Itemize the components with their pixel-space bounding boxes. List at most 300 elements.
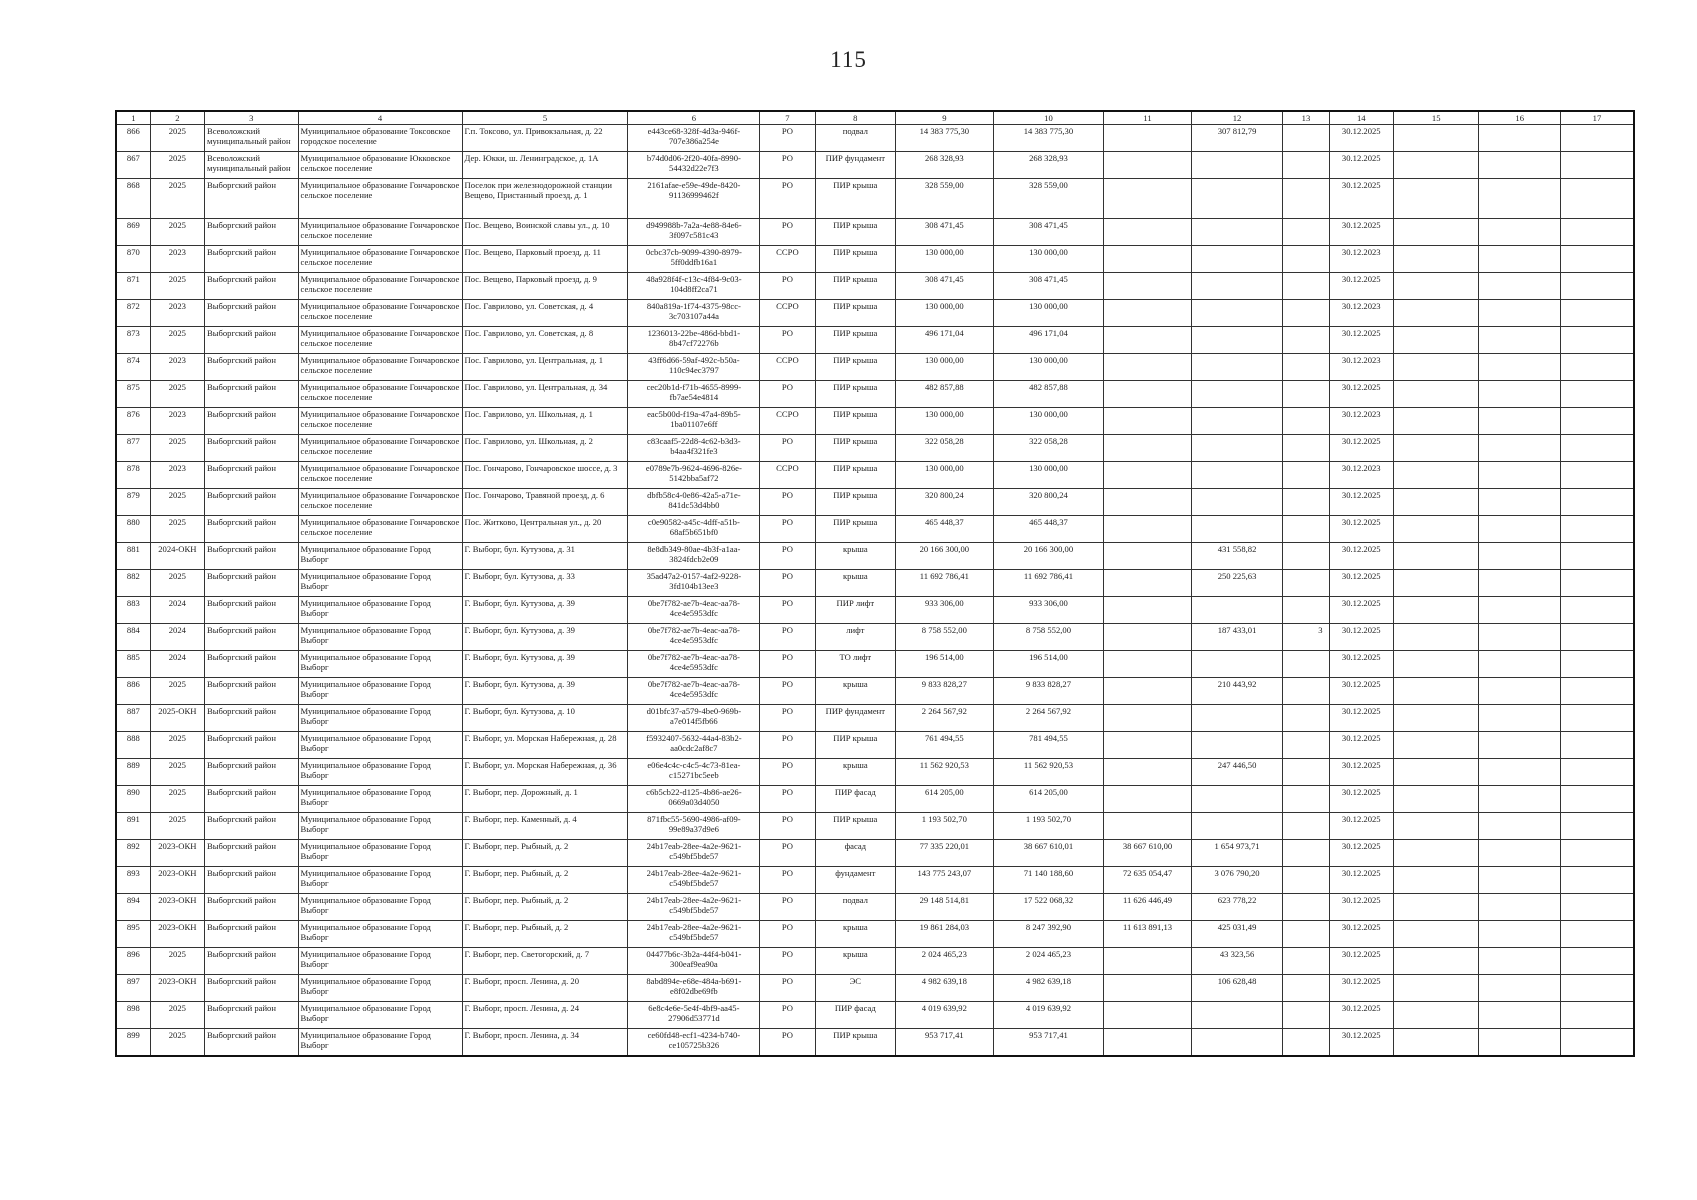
table-cell-col-2: 2023-ОКН [150,867,204,894]
table-row [116,867,1634,894]
table-cell-col-13 [1283,759,1329,786]
table-cell-col-3: Выборгский район [205,624,299,651]
table-cell-col-8: ПИР крыша [815,1029,895,1056]
table-cell-col-16 [1479,840,1560,867]
table-cell-col-8: ПИР фасад [815,786,895,813]
table-cell-col-5: Г. Выборг, ул. Морская Набережная, д. 28 [462,732,628,759]
table-row [116,179,1634,219]
table-cell-col-4: Муниципальное образование Город Выборг [298,732,462,759]
table-cell-col-4: Муниципальное образование Гончаровское сельское поселение [298,489,462,516]
table-cell-col-12 [1191,489,1283,516]
table-cell-col-3: Выборгский район [205,1002,299,1029]
table-cell-col-10: 9 833 828,27 [993,678,1104,705]
table-cell-col-1: 885 [116,651,150,678]
table-cell-col-6: 04477b6c-3b2a-44f4-b041-300eaf9ea90a [628,948,760,975]
table-cell-col-11 [1104,948,1192,975]
table-cell-col-16 [1479,327,1560,354]
table-cell-col-2: 2025 [150,1029,204,1056]
column-header-3: 3 [205,111,299,125]
table-cell-col-8: ПИР крыша [815,219,895,246]
table-cell-col-10: 130 000,00 [993,408,1104,435]
table-cell-col-17 [1560,381,1634,408]
table-cell-col-8: ПИР крыша [815,179,895,219]
table-cell-col-5: Поселок при железнодорожной станции Вещево, Пристанный проезд, д. 1 [462,179,628,219]
table-row [116,152,1634,179]
table-row [116,516,1634,543]
table-cell-col-3: Выборгский район [205,246,299,273]
table-cell-col-12 [1191,273,1283,300]
table-cell-col-2: 2024 [150,624,204,651]
table-cell-col-4: Муниципальное образование Город Выборг [298,651,462,678]
table-cell-col-15 [1393,921,1479,948]
table-cell-col-6: 871fbc55-5690-4986-af09-99e89a37d9e6 [628,813,760,840]
table-cell-col-13 [1283,219,1329,246]
table-cell-col-7: РО [760,732,815,759]
table-cell-col-13 [1283,705,1329,732]
table-cell-col-9: 2 024 465,23 [896,948,994,975]
table-cell-col-8: ПИР крыша [815,381,895,408]
table-cell-col-10: 320 800,24 [993,489,1104,516]
table-cell-col-9: 9 833 828,27 [896,678,994,705]
table-cell-col-5: Пос. Житково, Центральная ул., д. 20 [462,516,628,543]
table-cell-col-1: 879 [116,489,150,516]
table-cell-col-3: Выборгский район [205,597,299,624]
table-cell-col-10: 11 692 786,41 [993,570,1104,597]
table-cell-col-1: 895 [116,921,150,948]
table-cell-col-10: 130 000,00 [993,246,1104,273]
table-cell-col-15 [1393,840,1479,867]
table-cell-col-7: ССРО [760,246,815,273]
table-cell-col-1: 873 [116,327,150,354]
table-cell-col-3: Выборгский район [205,813,299,840]
table-row [116,840,1634,867]
table-cell-col-8: фундамент [815,867,895,894]
table-cell-col-4: Муниципальное образование Город Выборг [298,948,462,975]
table-cell-col-4: Муниципальное образование Город Выборг [298,597,462,624]
table-cell-col-7: ССРО [760,462,815,489]
capital-repair-table [115,110,1635,1057]
table-cell-col-2: 2025 [150,489,204,516]
table-cell-col-14: 30.12.2025 [1329,179,1393,219]
table-cell-col-8: фасад [815,840,895,867]
table-cell-col-12: 1 654 973,71 [1191,840,1283,867]
table-cell-col-2: 2025 [150,570,204,597]
table-row [116,273,1634,300]
table-cell-col-5: Пос. Гаврилово, ул. Школьная, д. 1 [462,408,628,435]
table-cell-col-2: 2023-ОКН [150,975,204,1002]
table-cell-col-3: Всеволожский муниципальный район [205,125,299,152]
table-cell-col-12: 431 558,82 [1191,543,1283,570]
table-cell-col-14: 30.12.2025 [1329,813,1393,840]
table-cell-col-7: РО [760,948,815,975]
table-cell-col-11 [1104,300,1192,327]
table-cell-col-6: c0e90582-a45c-4dff-a51b-68af5b651bf0 [628,516,760,543]
table-cell-col-2: 2023-ОКН [150,921,204,948]
table-cell-col-10: 328 559,00 [993,179,1104,219]
table-cell-col-14: 30.12.2023 [1329,462,1393,489]
table-cell-col-1: 890 [116,786,150,813]
table-cell-col-16 [1479,516,1560,543]
table-cell-col-3: Выборгский район [205,300,299,327]
table-cell-col-14: 30.12.2023 [1329,408,1393,435]
table-cell-col-7: РО [760,327,815,354]
table-cell-col-17 [1560,867,1634,894]
table-cell-col-13 [1283,300,1329,327]
table-cell-col-6: f5932407-5632-44a4-83b2-aa0cdc2af8c7 [628,732,760,759]
table-row [116,435,1634,462]
table-cell-col-14: 30.12.2025 [1329,381,1393,408]
table-cell-col-12: 187 433,01 [1191,624,1283,651]
table-cell-col-4: Муниципальное образование Токсовское городское поселение [298,125,462,152]
table-cell-col-8: ПИР крыша [815,489,895,516]
table-cell-col-5: Пос. Гаврилово, ул. Советская, д. 4 [462,300,628,327]
table-cell-col-9: 761 494,55 [896,732,994,759]
table-cell-col-10: 614 205,00 [993,786,1104,813]
table-cell-col-12 [1191,219,1283,246]
table-cell-col-5: Г. Выборг, бул. Кутузова, д. 10 [462,705,628,732]
table-cell-col-1: 868 [116,179,150,219]
table-cell-col-15 [1393,543,1479,570]
table-cell-col-10: 11 562 920,53 [993,759,1104,786]
table-cell-col-6: 2161afae-e59e-49de-8420-91136999462f [628,179,760,219]
table-cell-col-17 [1560,152,1634,179]
table-row [116,624,1634,651]
table-cell-col-17 [1560,975,1634,1002]
table-cell-col-3: Выборгский район [205,435,299,462]
table-cell-col-13 [1283,516,1329,543]
table-cell-col-17 [1560,759,1634,786]
table-cell-col-5: Г. Выборг, пер. Рыбный, д. 2 [462,921,628,948]
table-cell-col-14: 30.12.2025 [1329,219,1393,246]
table-cell-col-8: крыша [815,948,895,975]
table-cell-col-13 [1283,543,1329,570]
table-cell-col-15 [1393,435,1479,462]
table-cell-col-15 [1393,570,1479,597]
table-cell-col-8: ПИР крыша [815,516,895,543]
table-cell-col-6: 0be7f782-ae7b-4eac-aa78-4ce4e5953dfc [628,624,760,651]
table-cell-col-9: 328 559,00 [896,179,994,219]
table-cell-col-13 [1283,489,1329,516]
table-cell-col-16 [1479,867,1560,894]
table-cell-col-5: Г. Выборг, пер. Дорожный, д. 1 [462,786,628,813]
table-cell-col-3: Выборгский район [205,462,299,489]
column-header-1: 1 [116,111,150,125]
page-number: 115 [830,47,867,72]
column-header-14: 14 [1329,111,1393,125]
table-cell-col-1: 888 [116,732,150,759]
table-row [116,705,1634,732]
table-cell-col-14: 30.12.2025 [1329,489,1393,516]
table-cell-col-15 [1393,246,1479,273]
table-cell-col-9: 4 982 639,18 [896,975,994,1002]
table-cell-col-7: РО [760,435,815,462]
table-cell-col-17 [1560,597,1634,624]
table-cell-col-9: 143 775 243,07 [896,867,994,894]
table-cell-col-8: ПИР фундамент [815,152,895,179]
table-cell-col-9: 322 058,28 [896,435,994,462]
table-cell-col-17 [1560,678,1634,705]
table-cell-col-5: Г. Выборг, пер. Рыбный, д. 2 [462,867,628,894]
table-cell-col-8: ПИР крыша [815,354,895,381]
table-cell-col-7: РО [760,570,815,597]
table-cell-col-7: РО [760,489,815,516]
table-cell-col-11 [1104,381,1192,408]
table-cell-col-13 [1283,651,1329,678]
table-cell-col-2: 2025-ОКН [150,705,204,732]
table-cell-col-16 [1479,732,1560,759]
table-cell-col-8: ПИР крыша [815,813,895,840]
table-cell-col-1: 874 [116,354,150,381]
table-cell-col-5: Г. Выборг, просп. Ленина, д. 20 [462,975,628,1002]
table-cell-col-9: 482 857,88 [896,381,994,408]
table-cell-col-4: Муниципальное образование Гончаровское сельское поселение [298,435,462,462]
table-cell-col-2: 2025 [150,179,204,219]
table-cell-col-1: 877 [116,435,150,462]
table-cell-col-14: 30.12.2023 [1329,354,1393,381]
table-cell-col-5: Г. Выборг, пер. Рыбный, д. 2 [462,894,628,921]
table-cell-col-9: 933 306,00 [896,597,994,624]
table-cell-col-8: ПИР крыша [815,273,895,300]
table-cell-col-12: 43 323,56 [1191,948,1283,975]
table-cell-col-9: 614 205,00 [896,786,994,813]
table-row [116,597,1634,624]
table-cell-col-2: 2025 [150,948,204,975]
table-cell-col-12 [1191,597,1283,624]
table-row [116,125,1634,152]
table-cell-col-9: 20 166 300,00 [896,543,994,570]
table-cell-col-14: 30.12.2025 [1329,152,1393,179]
table-cell-col-16 [1479,435,1560,462]
table-cell-col-12: 307 812,79 [1191,125,1283,152]
table-cell-col-15 [1393,152,1479,179]
table-cell-col-10: 4 982 639,18 [993,975,1104,1002]
table-cell-col-11 [1104,327,1192,354]
table-cell-col-8: ПИР крыша [815,408,895,435]
table-cell-col-8: ПИР крыша [815,246,895,273]
table-cell-col-3: Выборгский район [205,705,299,732]
table-cell-col-6: d949988b-7a2a-4e88-84e6-3f097c581c43 [628,219,760,246]
table-cell-col-1: 897 [116,975,150,1002]
table-cell-col-14: 30.12.2025 [1329,867,1393,894]
table-cell-col-14: 30.12.2025 [1329,327,1393,354]
table-cell-col-3: Выборгский район [205,678,299,705]
table-cell-col-17 [1560,840,1634,867]
table-cell-col-7: РО [760,840,815,867]
table-cell-col-2: 2023 [150,462,204,489]
table-cell-col-1: 876 [116,408,150,435]
table-cell-col-2: 2025 [150,786,204,813]
table-cell-col-8: ПИР фасад [815,1002,895,1029]
column-header-10: 10 [993,111,1104,125]
table-cell-col-7: РО [760,152,815,179]
table-cell-col-12 [1191,381,1283,408]
table-cell-col-3: Выборгский район [205,894,299,921]
table-cell-col-1: 899 [116,1029,150,1056]
table-cell-col-12 [1191,786,1283,813]
table-cell-col-10: 20 166 300,00 [993,543,1104,570]
table-cell-col-11 [1104,435,1192,462]
table-cell-col-2: 2025 [150,813,204,840]
table-cell-col-11: 11 626 446,49 [1104,894,1192,921]
table-cell-col-13 [1283,975,1329,1002]
table-cell-col-11 [1104,354,1192,381]
table-cell-col-3: Выборгский район [205,1029,299,1056]
table-cell-col-3: Выборгский район [205,867,299,894]
table-cell-col-11 [1104,705,1192,732]
table-cell-col-2: 2024 [150,597,204,624]
table-cell-col-9: 320 800,24 [896,489,994,516]
table-cell-col-13 [1283,948,1329,975]
table-cell-col-3: Выборгский район [205,570,299,597]
table-cell-col-5: Пос. Гаврилово, ул. Центральная, д. 34 [462,381,628,408]
table-cell-col-11 [1104,462,1192,489]
table-cell-col-1: 867 [116,152,150,179]
table-cell-col-3: Выборгский район [205,948,299,975]
table-cell-col-13 [1283,840,1329,867]
table-cell-col-1: 894 [116,894,150,921]
table-cell-col-9: 14 383 775,30 [896,125,994,152]
table-cell-col-11 [1104,219,1192,246]
table-cell-col-12 [1191,732,1283,759]
table-cell-col-9: 8 758 552,00 [896,624,994,651]
table-cell-col-5: Пос. Вещево, Парковый проезд, д. 9 [462,273,628,300]
table-cell-col-10: 268 328,93 [993,152,1104,179]
table-cell-col-14: 30.12.2025 [1329,624,1393,651]
table-cell-col-7: РО [760,516,815,543]
table-cell-col-4: Муниципальное образование Город Выборг [298,1002,462,1029]
table-cell-col-7: РО [760,867,815,894]
table-cell-col-16 [1479,462,1560,489]
table-cell-col-9: 130 000,00 [896,462,994,489]
table-cell-col-16 [1479,408,1560,435]
table-row [116,651,1634,678]
table-cell-col-15 [1393,1002,1479,1029]
table-cell-col-11: 11 613 891,13 [1104,921,1192,948]
table-cell-col-4: Муниципальное образование Город Выборг [298,1029,462,1056]
table-cell-col-16 [1479,948,1560,975]
table-cell-col-16 [1479,894,1560,921]
table-cell-col-6: 24b17eab-28ee-4a2e-9621-c549bf5bde57 [628,840,760,867]
table-cell-col-17 [1560,894,1634,921]
table-cell-col-17 [1560,705,1634,732]
table-cell-col-15 [1393,678,1479,705]
table-cell-col-11 [1104,759,1192,786]
table-cell-col-14: 30.12.2025 [1329,732,1393,759]
table-cell-col-9: 130 000,00 [896,354,994,381]
table-cell-col-1: 882 [116,570,150,597]
table-cell-col-14: 30.12.2025 [1329,125,1393,152]
table-cell-col-15 [1393,125,1479,152]
table-cell-col-13 [1283,786,1329,813]
table-cell-col-2: 2025 [150,678,204,705]
table-cell-col-10: 8 758 552,00 [993,624,1104,651]
table-cell-col-6: 24b17eab-28ee-4a2e-9621-c549bf5bde57 [628,921,760,948]
table-cell-col-7: РО [760,597,815,624]
table-cell-col-12 [1191,705,1283,732]
table-cell-col-14: 30.12.2025 [1329,948,1393,975]
table-cell-col-6: d01bfc37-a579-4be0-969b-a7e014f5fb66 [628,705,760,732]
table-cell-col-6: c83caaf5-22d8-4c62-b3d3-b4aa4f321fe3 [628,435,760,462]
table-cell-col-6: 48a928f4f-c13c-4f84-9c03-104d8ff2ca71 [628,273,760,300]
table-cell-col-13 [1283,354,1329,381]
table-cell-col-3: Выборгский район [205,516,299,543]
table-cell-col-2: 2025 [150,381,204,408]
table-cell-col-15 [1393,867,1479,894]
table-cell-col-7: РО [760,1029,815,1056]
table-row [116,489,1634,516]
table-cell-col-16 [1479,125,1560,152]
table-cell-col-7: РО [760,759,815,786]
table-cell-col-1: 872 [116,300,150,327]
table-cell-col-6: 0be7f782-ae7b-4eac-aa78-4ce4e5953dfc [628,651,760,678]
table-cell-col-4: Муниципальное образование Город Выборг [298,786,462,813]
table-cell-col-8: лифт [815,624,895,651]
table-cell-col-7: ССРО [760,300,815,327]
table-cell-col-9: 2 264 567,92 [896,705,994,732]
column-header-15: 15 [1393,111,1479,125]
table-cell-col-6: b74d0d06-2f20-40fa-8990-54432d22e7f3 [628,152,760,179]
table-cell-col-4: Муниципальное образование Город Выборг [298,813,462,840]
table-cell-col-14: 30.12.2025 [1329,1002,1393,1029]
table-cell-col-14: 30.12.2025 [1329,840,1393,867]
table-cell-col-7: РО [760,624,815,651]
table-cell-col-13 [1283,462,1329,489]
table-cell-col-10: 308 471,45 [993,273,1104,300]
table-cell-col-7: РО [760,678,815,705]
table-cell-col-13 [1283,152,1329,179]
table-cell-col-2: 2025 [150,732,204,759]
table-cell-col-1: 886 [116,678,150,705]
table-cell-col-8: ПИР фундамент [815,705,895,732]
table-cell-col-6: 8abd894e-e68e-484a-b691-e8f02dbe69fb [628,975,760,1002]
table-cell-col-6: 35ad47a2-0157-4af2-9228-3fd104b13ee3 [628,570,760,597]
table-cell-col-1: 878 [116,462,150,489]
table-cell-col-8: ЭС [815,975,895,1002]
table-cell-col-8: подвал [815,125,895,152]
table-cell-col-3: Выборгский район [205,786,299,813]
table-cell-col-17 [1560,624,1634,651]
table-cell-col-6: 1236013-22be-486d-bbd1-8b47cf72276b [628,327,760,354]
table-cell-col-2: 2025 [150,219,204,246]
column-header-7: 7 [760,111,815,125]
table-cell-col-12 [1191,651,1283,678]
table-cell-col-16 [1479,759,1560,786]
table-cell-col-8: крыша [815,570,895,597]
table-cell-col-13 [1283,894,1329,921]
table-cell-col-11 [1104,246,1192,273]
table-cell-col-17 [1560,786,1634,813]
table-cell-col-13 [1283,125,1329,152]
table-cell-col-17 [1560,179,1634,219]
table-cell-col-3: Выборгский район [205,759,299,786]
column-header-13: 13 [1283,111,1329,125]
table-cell-col-2: 2024 [150,651,204,678]
table-cell-col-9: 130 000,00 [896,246,994,273]
table-row [116,381,1634,408]
table-cell-col-5: Дер. Юкки, ш. Ленинградское, д. 1А [462,152,628,179]
table-cell-col-15 [1393,327,1479,354]
table-body [116,125,1634,1056]
table-cell-col-9: 77 335 220,01 [896,840,994,867]
table-cell-col-16 [1479,921,1560,948]
table-row [116,354,1634,381]
table-cell-col-8: ПИР крыша [815,300,895,327]
table-cell-col-16 [1479,570,1560,597]
table-cell-col-15 [1393,462,1479,489]
table-cell-col-13 [1283,381,1329,408]
table-row [116,759,1634,786]
table-cell-col-4: Муниципальное образование Гончаровское сельское поселение [298,408,462,435]
